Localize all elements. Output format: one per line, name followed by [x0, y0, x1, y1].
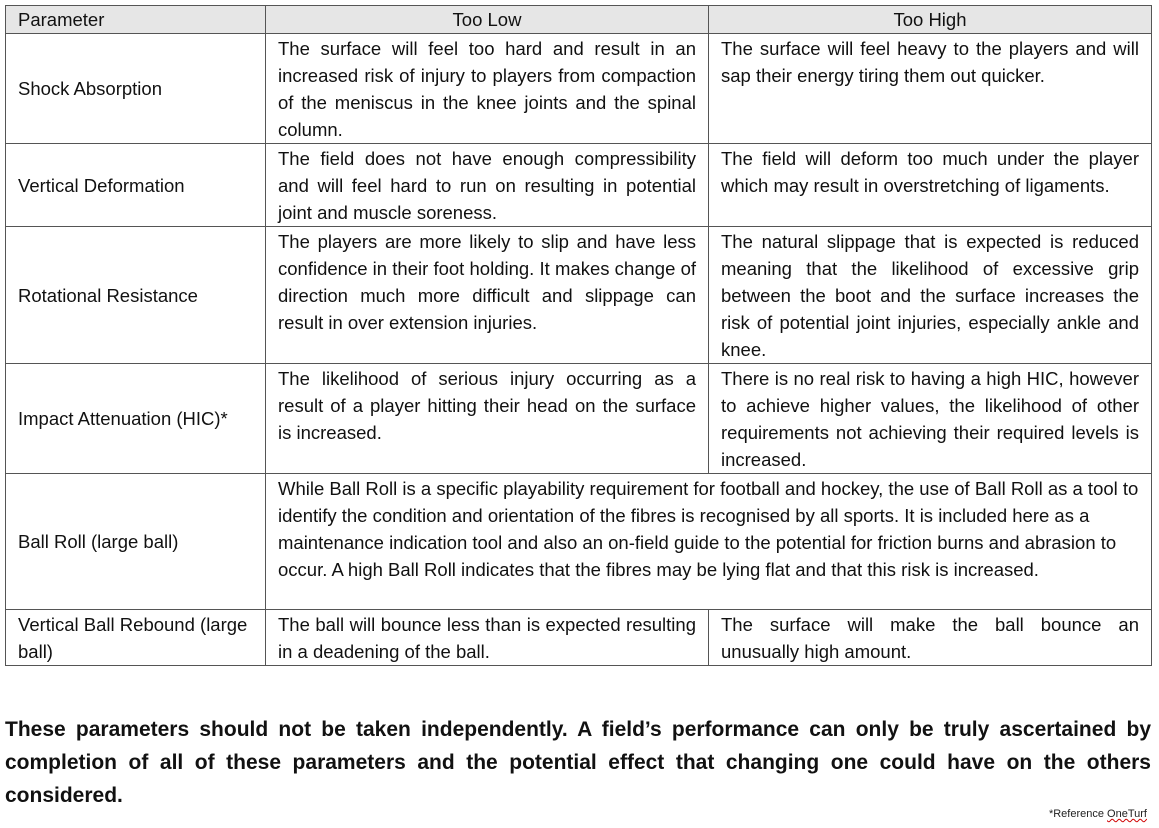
table-header-row	[6, 6, 1152, 34]
reference-brand: OneTurf	[1107, 808, 1147, 820]
table-row	[6, 34, 1152, 144]
header-parameter: Parameter	[6, 6, 266, 34]
too-low-cell: The surface will feel too hard and result in an increased risk of injury to players from compaction of the meniscus in the knee joints and the spinal column.	[266, 34, 709, 144]
too-high-cell: The surface will make the ball bounce an unusually high amount.	[709, 610, 1152, 666]
too-high-cell: The natural slippage that is expected is reduced meaning that the likelihood of excessive grip between the boot and the surface increases the risk of potential joint injuries, especially ankle and knee.	[709, 227, 1152, 364]
independence-note: These parameters should not be taken independently. A field’s performance can only be truly ascertained by completion of all of these parameters and the potential effect that changing one could have on the others considered.	[5, 718, 1151, 807]
parameter-name: Rotational Resistance	[6, 227, 266, 364]
table-row	[6, 364, 1152, 474]
parameters-table	[5, 5, 1152, 666]
parameter-name: Shock Absorption	[6, 34, 266, 144]
header-too-low: Too Low	[266, 6, 709, 34]
table-row	[6, 227, 1152, 364]
too-low-cell: The likelihood of serious injury occurring as a result of a player hitting their head on the surface is increased.	[266, 364, 709, 474]
too-low-cell: The players are more likely to slip and have less confidence in their foot holding. It makes change of direction much more difficult and slippage can result in over extension injuries.	[266, 227, 709, 364]
too-high-cell: There is no real risk to having a high HIC, however to achieve higher values, the likelihood of other requirements not achieving their required levels is increased.	[709, 364, 1152, 474]
reference-prefix: *Reference	[1048, 808, 1108, 820]
too-low-cell: The ball will bounce less than is expected resulting in a deadening of the ball.	[266, 610, 709, 666]
reference-footnote	[1049, 808, 1147, 820]
combined-cell: While Ball Roll is a specific playability requirement for football and hockey, the use of Ball Roll as a tool to identify the condition and orientation of the fibres is recognised by all sports. It is included here as a maintenance indication tool and also an on-field guide to the potential for friction burns and abrasion to occur. A high Ball Roll indicates that the fibres may be lying flat and that this risk is increased.	[266, 474, 1152, 610]
parameter-name: Vertical Ball Rebound (large ball)	[6, 610, 266, 666]
too-low-cell: The field does not have enough compressibility and will feel hard to run on resulting in potential joint and muscle soreness.	[266, 144, 709, 227]
parameter-name: Vertical Deformation	[6, 144, 266, 227]
table-row	[6, 474, 1152, 610]
table-row	[6, 610, 1152, 666]
table-row	[6, 144, 1152, 227]
too-high-cell: The surface will feel heavy to the players and will sap their energy tiring them out quicker.	[709, 34, 1152, 144]
too-high-cell: The field will deform too much under the player which may result in overstretching of ligaments.	[709, 144, 1152, 227]
parameter-name: Impact Attenuation (HIC)*	[6, 364, 266, 474]
header-too-high: Too High	[709, 6, 1152, 34]
parameter-name: Ball Roll (large ball)	[6, 474, 266, 610]
